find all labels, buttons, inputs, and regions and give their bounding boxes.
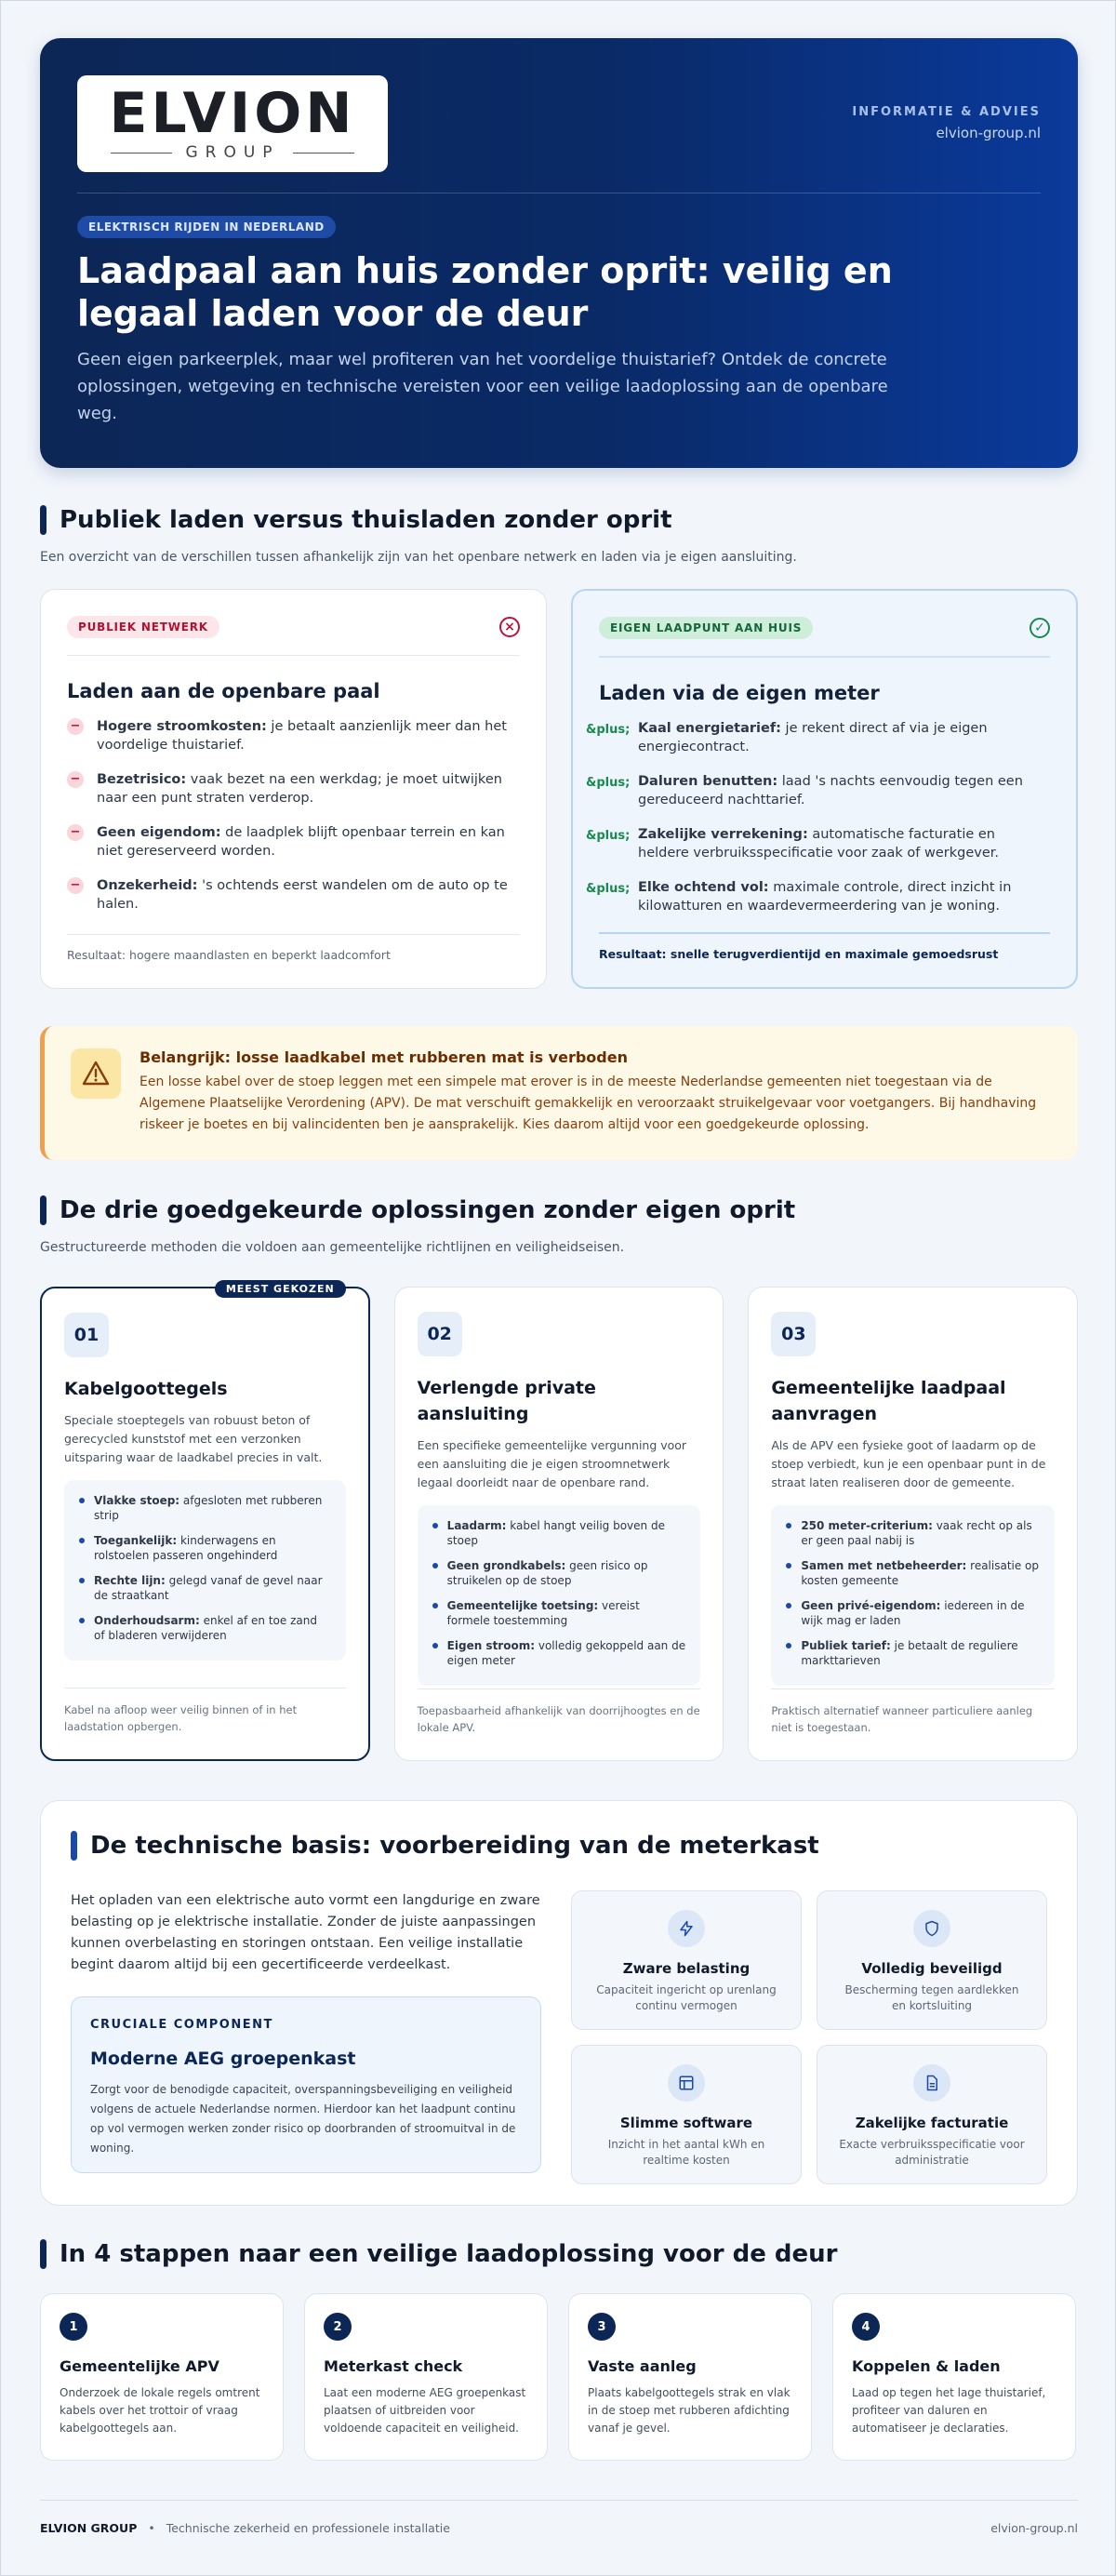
bullet-icon bbox=[786, 1563, 791, 1568]
pros-list bbox=[586, 719, 1050, 915]
list-item bbox=[79, 1573, 331, 1603]
minus-icon: − bbox=[67, 718, 84, 735]
list-item bbox=[432, 1598, 686, 1628]
list-item-text bbox=[94, 1613, 331, 1643]
feature-tile bbox=[571, 2045, 802, 2184]
list-item bbox=[79, 1613, 331, 1643]
section-title: Publiek laden versus thuisladen zonder oprit bbox=[60, 506, 672, 534]
list-item bbox=[786, 1558, 1040, 1588]
logo[interactable] bbox=[77, 75, 388, 172]
step-number: 2 bbox=[324, 2313, 352, 2341]
list-item-label: Rechte lijn: bbox=[94, 1574, 166, 1587]
callout-title: Moderne AEG groepenkast bbox=[90, 2049, 356, 2069]
step-number: 4 bbox=[852, 2313, 880, 2341]
public-charging-card bbox=[40, 589, 547, 989]
list-item bbox=[786, 1518, 1040, 1548]
bullet-icon bbox=[786, 1523, 791, 1528]
solution-card-municipal-charger[interactable] bbox=[748, 1287, 1078, 1761]
bullet-icon bbox=[79, 1538, 85, 1543]
list-item-text bbox=[94, 1493, 331, 1523]
solution-title: Verlengde private aansluiting bbox=[417, 1378, 596, 1424]
step-text: Onderzoek de lokale regels omtrent kabels over het trottoir of vraag kabelgoottegels aan. bbox=[60, 2386, 260, 2435]
warning-text: Een losse kabel over de stoep leggen met een simpele mat erover is in de meeste Nederlandse gemeenten niet toegestaan via de Algemene Plaatselijke Verordening (APV). De mat verschuift gemakkelijk en veroorzaakt struikelgevaar voor voetgangers. Bij handhaving riskeer je boetes en bij valincidenten ben je aansprakelijk. Kies daarom altijd voor een goedgekeurde oplossing. bbox=[140, 1074, 1037, 1132]
warning-title: Belangrijk: losse laadkabel met rubberen mat is verboden bbox=[140, 1048, 628, 1066]
solution-card-cable-tiles[interactable] bbox=[40, 1283, 370, 1761]
section-accent-bar bbox=[40, 2239, 46, 2269]
technical-section bbox=[40, 1800, 1078, 2206]
list-item bbox=[79, 1533, 331, 1563]
list-item bbox=[67, 717, 520, 754]
solution-title: Gemeentelijke laadpaal aanvragen bbox=[771, 1378, 1006, 1424]
plus-icon: &plus; bbox=[586, 829, 631, 843]
list-item-text bbox=[447, 1558, 686, 1588]
page-title: Laadpaal aan huis zonder oprit: veilig en legaal laden voor de deur bbox=[77, 250, 893, 334]
list-item-label: Onderhoudsarm: bbox=[94, 1614, 200, 1627]
logo-subword: GROUP bbox=[185, 143, 280, 162]
list-item bbox=[586, 878, 1050, 915]
card-result: Resultaat: hogere maandlasten en beperkt laadcomfort bbox=[67, 934, 520, 962]
list-item-label: Zakelijke verrekening: bbox=[638, 827, 808, 842]
section-accent-bar bbox=[71, 1831, 77, 1861]
dashboard-icon bbox=[668, 2064, 705, 2102]
list-item bbox=[67, 876, 520, 914]
list-item-label: Onzekerheid: bbox=[97, 878, 198, 893]
bullet-icon bbox=[432, 1603, 438, 1608]
list-item-label: Eigen stroom: bbox=[446, 1639, 536, 1652]
step-title: Vaste aanleg bbox=[588, 2357, 697, 2375]
check-circle-icon: ✓ bbox=[1030, 618, 1050, 638]
feature-tile bbox=[817, 1890, 1047, 2030]
minus-icon: − bbox=[67, 877, 84, 894]
list-item-text bbox=[97, 876, 520, 914]
list-item-label: Laadarm: bbox=[446, 1519, 507, 1532]
public-network-pill: PUBLIEK NETWERK bbox=[67, 616, 219, 638]
step-text: Laat een moderne AEG groepenkast plaatsen of uitbreiden voor voldoende capaciteit en veiligheid. bbox=[324, 2386, 526, 2435]
list-item-text bbox=[97, 770, 520, 808]
solution-number: 02 bbox=[418, 1312, 462, 1356]
footer-site-link[interactable]: elvion-group.nl bbox=[990, 2521, 1078, 2535]
list-item-desc: iedereen in de wijk mag er laden bbox=[801, 1599, 1025, 1627]
callout-text: Zorgt voor de benodigde capaciteit, overspanningsbeveiliging en veiligheid volgens de actuele Nederlandse normen. Hierdoor kan het laadpunt continu op vol vermogen werken zonder risico op doorbranden of stroomuitval in de woning. bbox=[90, 2083, 516, 2155]
minus-icon: − bbox=[67, 824, 84, 841]
list-item-desc: maximale controle, direct inzicht in kilowatturen en waardevermeerdering van je woning. bbox=[638, 880, 1012, 914]
list-item-desc: kabel hangt veilig boven de stoep bbox=[446, 1519, 665, 1547]
list-item-desc: kinderwagens en rolstoelen passeren ongehinderd bbox=[94, 1534, 278, 1562]
hero-badge: ELEKTRISCH RIJDEN IN NEDERLAND bbox=[77, 216, 336, 238]
step-number: 1 bbox=[60, 2313, 87, 2341]
list-item bbox=[432, 1558, 686, 1588]
close-circle-icon: × bbox=[499, 617, 520, 637]
section-heading bbox=[40, 505, 1078, 535]
list-item-label: Hogere stroomkosten: bbox=[97, 719, 267, 734]
hero-banner bbox=[40, 38, 1078, 468]
warning-icon bbox=[71, 1048, 121, 1099]
section-accent-bar bbox=[40, 1195, 46, 1225]
list-item-label: Vlakke stoep: bbox=[94, 1494, 180, 1507]
bullet-icon bbox=[432, 1523, 438, 1528]
list-item-label: Daluren benutten: bbox=[638, 774, 778, 789]
list-item-text bbox=[447, 1518, 686, 1548]
solution-footnote: Toepasbaarheid afhankelijk van doorrijhoogtes en de lokale APV. bbox=[418, 1688, 701, 1736]
hero-kicker: INFORMATIE & ADVIES bbox=[852, 105, 1041, 119]
hero-meta bbox=[852, 105, 1041, 141]
card-title: Laden via de eigen meter bbox=[599, 682, 880, 704]
warning-content bbox=[140, 1048, 1052, 1138]
minus-icon: − bbox=[67, 771, 84, 788]
feature-text: Inzicht in het aantal kWh en realtime kosten bbox=[607, 2138, 765, 2167]
list-item-label: Gemeentelijke toetsing: bbox=[446, 1599, 599, 1612]
list-item bbox=[67, 823, 520, 861]
list-item-text bbox=[801, 1598, 1040, 1628]
footer-tagline: Technische zekerheid en professionele installatie bbox=[166, 2521, 450, 2535]
section-heading bbox=[40, 1195, 1078, 1225]
technical-text bbox=[71, 1890, 541, 2184]
section-heading bbox=[40, 2239, 1078, 2269]
list-item bbox=[432, 1638, 686, 1668]
solution-footnote: Praktisch alternatief wanneer particuliere aanleg niet is toegestaan. bbox=[771, 1688, 1055, 1736]
logo-subline bbox=[111, 143, 353, 162]
step-card bbox=[568, 2293, 812, 2461]
feature-text: Bescherming tegen aardlekken en kortsluiting bbox=[844, 1983, 1019, 2012]
list-item-text bbox=[97, 717, 520, 754]
step-card bbox=[832, 2293, 1076, 2461]
list-item-desc: laad 's nachts eenvoudig tegen een gereduceerd nachttarief. bbox=[638, 774, 1023, 808]
section-accent-bar bbox=[40, 505, 46, 535]
list-item bbox=[67, 770, 520, 808]
solution-description: Als de APV een fysieke goot of laadarm op de stoep verbiedt, kun je een openbaar punt in de straat laten realiseren door de gemeente. bbox=[771, 1438, 1046, 1489]
list-item bbox=[432, 1518, 686, 1548]
list-item-text bbox=[638, 825, 1050, 862]
step-title: Koppelen & laden bbox=[852, 2357, 1001, 2375]
footer-brand: ELVION GROUP bbox=[40, 2521, 138, 2535]
list-item bbox=[586, 719, 1050, 756]
solution-card-private-connection[interactable] bbox=[394, 1287, 724, 1761]
list-item-label: 250 meter-criterium: bbox=[801, 1519, 933, 1532]
step-title: Gemeentelijke APV bbox=[60, 2357, 219, 2375]
bullet-icon bbox=[79, 1498, 85, 1503]
bullet-icon bbox=[79, 1618, 85, 1623]
list-item-text bbox=[94, 1573, 331, 1603]
footer-separator: • bbox=[148, 2521, 155, 2535]
card-title: Laden aan de openbare paal bbox=[67, 680, 380, 702]
solution-title: Kabelgoottegels bbox=[64, 1379, 228, 1399]
section-subtitle: Een overzicht van de verschillen tussen afhankelijk zijn van het openbare netwerk en laden via je eigen aansluiting. bbox=[40, 550, 797, 565]
list-item-label: Publiek tarief: bbox=[801, 1639, 891, 1652]
list-item-label: Kaal energietarief: bbox=[638, 721, 781, 736]
warning-callout bbox=[40, 1026, 1078, 1160]
list-item-text bbox=[447, 1638, 686, 1668]
feature-title: Volledig beveiligd bbox=[861, 1960, 1003, 1977]
bullet-icon bbox=[432, 1643, 438, 1648]
step-text: Plaats kabelgoottegels strak en vlak in de stoep met rubberen afdichting vanaf je gevel. bbox=[588, 2386, 790, 2435]
bullet-icon bbox=[432, 1563, 438, 1568]
bullet-icon bbox=[786, 1643, 791, 1648]
solution-footnote: Kabel na afloop weer veilig binnen of in het laadstation opbergen. bbox=[64, 1688, 346, 1735]
solution-feature-list bbox=[64, 1480, 346, 1661]
list-item-desc: volledig gekoppeld aan de eigen meter bbox=[446, 1639, 686, 1667]
steps-section bbox=[40, 2239, 1078, 2461]
section-title: In 4 stappen naar een veilige laadoplossing voor de deur bbox=[60, 2240, 838, 2268]
list-item-label: Bezetrisico: bbox=[97, 772, 187, 787]
card-result: Resultaat: snelle terugverdientijd en maximale gemoedsrust bbox=[599, 932, 1050, 961]
step-title: Meterkast check bbox=[324, 2357, 463, 2375]
feature-title: Slimme software bbox=[619, 2115, 753, 2131]
feature-text: Capaciteit ingericht op urenlang continu vermogen bbox=[596, 1983, 777, 2012]
solution-cards bbox=[40, 1283, 1078, 1761]
hero-divider bbox=[77, 193, 1041, 194]
feature-tile bbox=[571, 1890, 802, 2030]
list-item bbox=[79, 1493, 331, 1523]
list-item-text bbox=[801, 1638, 1040, 1668]
feature-title: Zakelijke facturatie bbox=[855, 2115, 1009, 2131]
list-item-text bbox=[97, 823, 520, 861]
list-item-desc: realisatie op kosten gemeente bbox=[801, 1559, 1040, 1587]
solution-number: 03 bbox=[771, 1312, 816, 1356]
lightning-icon bbox=[668, 1910, 705, 1947]
list-item-desc: vereist formele toestemming bbox=[446, 1599, 640, 1627]
step-card bbox=[40, 2293, 284, 2461]
plus-icon: &plus; bbox=[586, 723, 631, 737]
feature-tile bbox=[817, 2045, 1047, 2184]
feature-title: Zware belasting bbox=[622, 1960, 751, 1977]
home-charging-card bbox=[571, 589, 1078, 989]
list-item-desc: je rekent direct af via je eigen energiecontract. bbox=[638, 721, 988, 754]
callout-kicker: CRUCIALE COMPONENT bbox=[90, 2018, 273, 2032]
bullet-icon bbox=[79, 1578, 85, 1583]
technical-body bbox=[71, 1890, 1047, 2184]
list-item-text bbox=[638, 772, 1050, 809]
list-item-label: Geen eigendom: bbox=[97, 825, 221, 840]
list-item-desc: vaak bezet na een werkdag; je moet uitwijken naar een punt straten verderop. bbox=[97, 772, 502, 806]
list-item-text bbox=[447, 1598, 686, 1628]
list-item-desc: enkel af en toe zand of bladeren verwijderen bbox=[94, 1614, 317, 1642]
list-item-text bbox=[94, 1533, 331, 1563]
component-callout bbox=[71, 1996, 541, 2173]
section-title: De technische basis: voorbereiding van de meterkast bbox=[90, 1832, 819, 1860]
list-item-desc: geen risico op struikelen op de stoep bbox=[446, 1559, 648, 1587]
comparison-section bbox=[40, 505, 1078, 989]
list-item-label: Samen met netbeheerder: bbox=[801, 1559, 967, 1572]
step-text: Laad op tegen het lage thuistarief, profiteer van daluren en automatiseer je declaraties. bbox=[852, 2386, 1046, 2435]
list-item-desc: vaak recht op als er geen paal nabij is bbox=[801, 1519, 1032, 1547]
plus-icon: &plus; bbox=[586, 882, 631, 896]
list-item-desc: je betaalt de reguliere markttarieven bbox=[801, 1639, 1018, 1667]
solutions-section bbox=[40, 1195, 1078, 1761]
solution-number: 01 bbox=[64, 1313, 109, 1357]
list-item bbox=[786, 1638, 1040, 1668]
feature-text: Exacte verbruiksspecificatie voor administratie bbox=[839, 2138, 1025, 2167]
section-title: De drie goedgekeurde oplossingen zonder eigen oprit bbox=[60, 1196, 796, 1224]
list-item-text bbox=[638, 878, 1050, 915]
list-item-desc: gelegd vanaf de gevel naar de straatkant bbox=[94, 1574, 323, 1602]
shield-icon bbox=[913, 1910, 950, 1947]
home-charger-pill: EIGEN LAADPUNT AAN HUIS bbox=[599, 617, 813, 639]
plus-icon: &plus; bbox=[586, 776, 631, 790]
list-item-text bbox=[801, 1518, 1040, 1548]
list-item-desc: afgesloten met rubberen strip bbox=[94, 1494, 323, 1522]
featured-badge: MEEST GEKOZEN bbox=[215, 1280, 346, 1298]
list-item-desc: automatische facturatie en heldere verbruiksspecificatie voor zaak of werkgever. bbox=[638, 827, 1000, 861]
list-item-label: Toegankelijk: bbox=[94, 1534, 178, 1547]
list-item bbox=[786, 1598, 1040, 1628]
list-item-text bbox=[801, 1558, 1040, 1588]
list-item-desc: je betaalt aanzienlijk meer dan het voordelige thuistarief. bbox=[97, 719, 507, 753]
comparison-cards bbox=[40, 589, 1078, 989]
bullet-icon bbox=[786, 1603, 791, 1608]
solution-description: Een specifieke gemeentelijke vergunning voor een aansluiting die je eigen stroomnetwerk legaal doorleidt naar de openbare rand. bbox=[417, 1438, 687, 1489]
list-item-desc: de laadplek blijft openbaar terrein en kan niet gereserveerd worden. bbox=[97, 825, 505, 859]
list-item-label: Elke ochtend vol: bbox=[638, 880, 769, 895]
document-icon bbox=[913, 2064, 950, 2102]
solution-description: Speciale stoeptegels van robuust beton of gerecycled kunststof met een verzonken uitsparing waar de laadkabel precies in valt. bbox=[64, 1413, 323, 1464]
list-item-label: Geen grondkabels: bbox=[446, 1559, 566, 1572]
cons-list bbox=[67, 717, 520, 914]
feature-tiles bbox=[571, 1890, 1047, 2184]
list-item bbox=[586, 772, 1050, 809]
card-header bbox=[599, 617, 1050, 658]
list-item-desc: 's ochtends eerst wandelen om de auto op te halen. bbox=[97, 878, 508, 912]
list-item bbox=[586, 825, 1050, 862]
list-item-text bbox=[638, 719, 1050, 756]
step-card bbox=[304, 2293, 548, 2461]
step-number: 3 bbox=[588, 2313, 616, 2341]
section-subtitle: Gestructureerde methoden die voldoen aan gemeentelijke richtlijnen en veiligheidseisen. bbox=[40, 1240, 625, 1255]
steps-list bbox=[40, 2293, 1078, 2461]
section-heading bbox=[71, 1831, 1047, 1861]
technical-intro: Het opladen van een elektrische auto vormt een langdurige en zware belasting op je elektrische installatie. Zonder de juiste aanpassingen kunnen overbelasting en storingen ontstaan. Een veilige installatie begint daarom altijd bij een gecertificeerde verdeelkast. bbox=[71, 1893, 540, 1972]
page bbox=[1, 1, 1116, 2535]
card-header bbox=[67, 616, 520, 656]
page-footer bbox=[40, 2500, 1078, 2535]
hero-subtitle: Geen eigen parkeerplek, maar wel profiteren van het voordelige thuistarief? Ontdek de concrete oplossingen, wetgeving en technische vereisten voor een veilige laadoplossing aan de openbare weg. bbox=[77, 350, 888, 423]
list-item-label: Geen privé-eigendom: bbox=[801, 1599, 941, 1612]
solution-feature-list bbox=[771, 1505, 1055, 1686]
solution-feature-list bbox=[418, 1505, 701, 1686]
logo-wordmark: ELVION bbox=[109, 81, 356, 146]
hero-site-link[interactable]: elvion-group.nl bbox=[936, 125, 1041, 141]
footer-left bbox=[40, 2521, 450, 2535]
